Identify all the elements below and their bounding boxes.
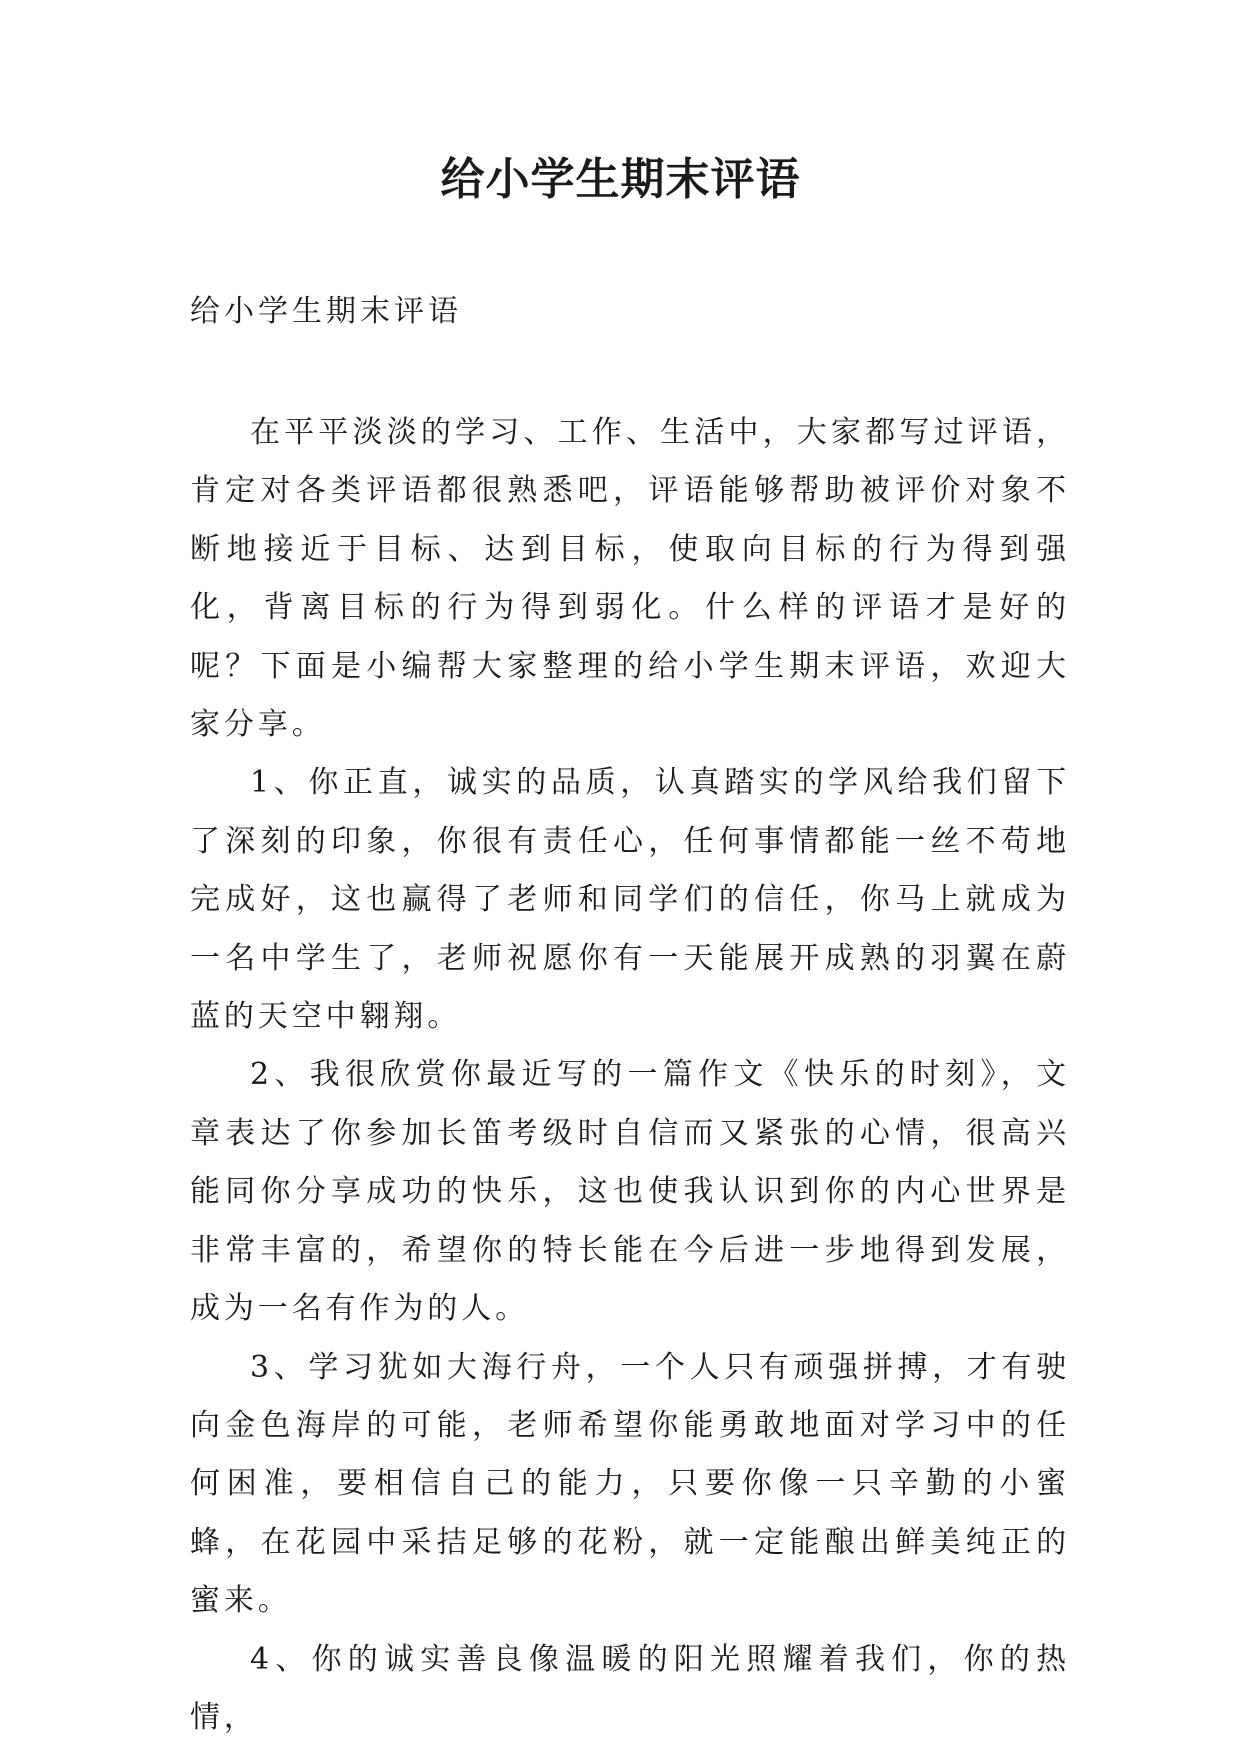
comment-paragraph-1: 1、你正直，诚实的品质，认真踏实的学风给我们留下了深刻的印象，你很有责任心，任何事情都能一丝不苟地完成好，这也赢得了老师和同学们的信任，你马上就成为一名中学生了，老师祝愿你有一天能展开成熟的羽翼在蔚蓝的天空中翱翔。 <box>190 765 1070 1035</box>
document-body <box>190 404 1070 1747</box>
document-subtitle: 给小学生期末评语 <box>190 294 462 329</box>
comment-paragraph-4: 4、你的诚实善良像温暖的阳光照耀着我们，你的热情， <box>190 1641 1070 1735</box>
comment-paragraph-3: 3、学习犹如大海行舟，一个人只有顽强拼搏，才有驶向金色海岸的可能，老师希望你能勇敢地面对学习中的任何困准，要相信自己的能力，只要你像一只辛勤的小蜜蜂，在花园中采拮足够的花粉，就一定能酿出鲜美纯正的蜜来。 <box>190 1349 1070 1619</box>
comment-paragraph-2: 2、我很欣赏你最近写的一篇作文《快乐的时刻》，文章表达了你参加长笛考级时自信而又紧张的心情，很高兴能同你分享成功的快乐，这也使我认识到你的内心世界是非常丰富的，希望你的特长能在今后进一步地得到发展，成为一名有作为的人。 <box>190 1057 1070 1327</box>
intro-paragraph: 在平平淡淡的学习、工作、生活中，大家都写过评语，肯定对各类评语都很熟悉吧，评语能够帮助被评价对象不断地接近于目标、达到目标，使取向目标的行为得到强化，背离目标的行为得到弱化。什么样的评语才是好的呢？下面是小编帮大家整理的给小学生期末评语，欢迎大家分享。 <box>190 415 1070 743</box>
document-title: 给小学生期末评语 <box>440 154 801 205</box>
